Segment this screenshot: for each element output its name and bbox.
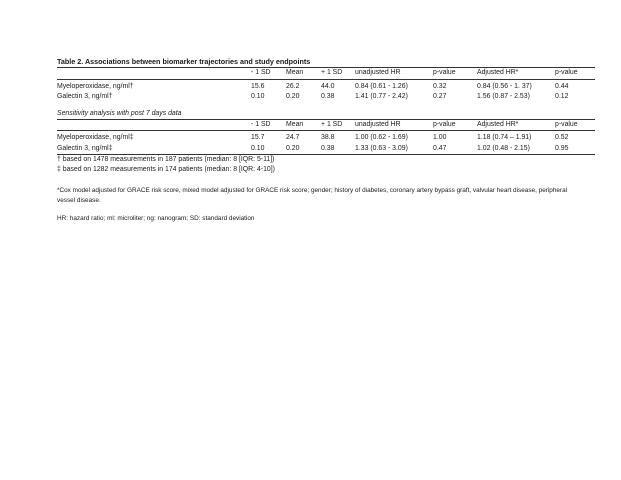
table-row (57, 133, 595, 144)
row-label: Galectin 3, ng/ml‡ (57, 144, 113, 152)
cell-plus-sd: 44.0 (321, 82, 335, 90)
cell-adjusted-hr: 1.02 (0.48 - 2.15) (477, 144, 530, 152)
cell-mean: 0.20 (286, 93, 300, 100)
cell-p-value-adjusted: 0.44 (555, 82, 569, 90)
header-p-value-adjusted: p-value (555, 120, 578, 128)
table-row (57, 82, 595, 93)
cell-adjusted-hr: 1.56 (0.87 - 2.53) (477, 93, 530, 100)
cell-p-value: 1.00 (433, 134, 447, 141)
cell-p-value-adjusted: 0.52 (555, 134, 569, 141)
cell-p-value-adjusted: 0.12 (555, 93, 569, 100)
header-adjusted-hr: Adjusted HR* (477, 120, 519, 128)
cell-mean: 24.7 (286, 134, 300, 141)
header-adjusted-hr: Adjusted HR* (477, 69, 519, 76)
header-p-value: p-value (433, 120, 456, 128)
header-p-value-adjusted: p-value (555, 69, 578, 76)
header-mean: Mean (286, 120, 304, 128)
header-p-value: p-value (433, 69, 456, 76)
sensitivity-header-row (57, 120, 595, 131)
cell-minus-sd: 15.7 (251, 134, 265, 141)
footnote-dagger: † based on 1478 measurements in 187 patients (median: 8 [IQR: 5-11]) (57, 156, 275, 163)
header-mean: Mean (286, 69, 304, 76)
header-minus-sd: - 1 SD (251, 120, 271, 128)
cell-adjusted-hr: 1.18 (0.74 – 1.91) (477, 134, 532, 141)
header-plus-sd: + 1 SD (321, 120, 343, 128)
cell-unadjusted-hr: 1.33 (0.63 - 3.09) (355, 144, 408, 152)
cell-mean: 26.2 (286, 82, 300, 90)
cell-p-value: 0.47 (433, 144, 447, 152)
cell-plus-sd: 38.8 (321, 134, 335, 141)
table-row (57, 144, 595, 155)
cell-adjusted-hr: 0.84 (0.56 - 1. 37) (477, 82, 532, 90)
row-label: Myeloperoxidase, ng/ml† (57, 82, 134, 90)
table-row (57, 92, 595, 103)
row-label: Galectin 3, ng/ml† (57, 93, 113, 100)
table-title: Table 2. Associations between biomarker trajectories and study endpoints (57, 57, 311, 66)
cell-plus-sd: 0.38 (321, 93, 335, 100)
cell-minus-sd: 0.10 (251, 93, 265, 100)
header-minus-sd: - 1 SD (251, 69, 271, 76)
cell-mean: 0.20 (286, 144, 300, 152)
header-unadjusted-hr: unadjusted HR (355, 69, 401, 76)
footnote-double-dagger: ‡ based on 1282 measurements in 174 patients (median: 8 [IQR: 4-10]) (57, 165, 275, 173)
cell-p-value: 0.27 (433, 93, 447, 100)
header-unadjusted-hr: unadjusted HR (355, 120, 401, 128)
cell-minus-sd: 0.10 (251, 144, 265, 152)
header-plus-sd: + 1 SD (321, 69, 343, 76)
sensitivity-title: Sensitivity analysis with post 7 days data (57, 109, 182, 117)
cell-plus-sd: 0.38 (321, 144, 335, 152)
document-page (57, 57, 595, 224)
cell-minus-sd: 15.6 (251, 82, 265, 90)
row-label: Myeloperoxidase, ng/ml‡ (57, 134, 134, 141)
cell-p-value-adjusted: 0.95 (555, 144, 569, 152)
cell-unadjusted-hr: 0.84 (0.61 - 1.26) (355, 82, 408, 90)
abbreviations: HR: hazard ratio; ml: microliter; ng: nanogram; SD: standard deviation (57, 215, 255, 222)
cell-unadjusted-hr: 1.00 (0.62 - 1.69) (355, 134, 408, 141)
cell-p-value: 0.32 (433, 82, 447, 90)
model-note: *Cox model adjusted for GRACE risk score, mixed model adjusted for GRACE risk score; gender; history of diabetes, coronary artery bypass graft, valvular heart disease, peripheral vessel disease. (57, 187, 568, 204)
cell-unadjusted-hr: 1.41 (0.77 - 2.42) (355, 93, 408, 100)
header-row (57, 68, 595, 79)
